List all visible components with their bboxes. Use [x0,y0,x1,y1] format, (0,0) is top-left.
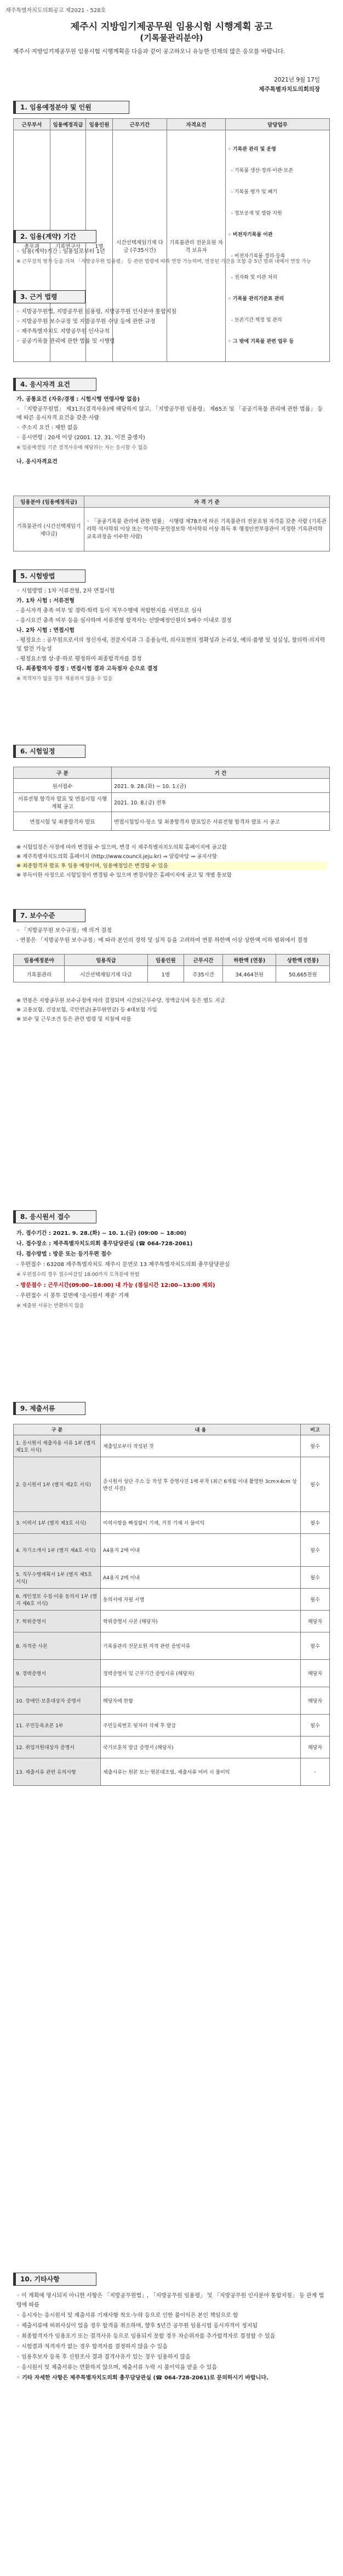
duty-line: ◦ 기록관 관리 및 운영 [228,147,276,152]
table-cell: 2021. 10. 8.(금) 전후 [112,793,330,812]
text-line: ◦ 임용(계약)기간 : 임용일로부터 1년 [16,249,105,255]
duty-line: - 비전자기록물 정리·등록 [228,254,285,259]
table-cell: 주35시간 [184,966,223,982]
duty-line: - 전자화 및 이관 처리 [228,275,277,280]
duty-line: - 정보공개 및 열람 지원 [228,211,282,216]
table-cell: - [301,1758,330,1786]
table-header: 임용인원 [86,119,113,130]
table-header: 임용예정직급 [50,119,86,130]
text-line: 나. 2차 시험 : 면접시험 [16,628,75,634]
table-cell: 5. 직무수행계획서 1부 (별지 제5호 서식) [14,1567,101,1589]
table-cell: 9. 경력증명서 [14,1660,101,1687]
section-4-heading: 4. 응시자격 요건 [13,378,96,391]
table-header: 상한액 (연봉) [276,955,330,966]
table-cell: 서류전형 합격자 발표 및 면접시험 시행계획 공고 [14,793,112,812]
section-8-heading: 8. 응시원서 접수 [13,1210,96,1223]
issuer: 제주특별자치도의회의장 [259,86,320,93]
table-cell: 해당자에 한함 [101,1687,301,1715]
table-row [14,1758,330,1786]
text-line: ◦ 임용후보자 등록 후 신원조사 결과 결격사유가 있는 경우 임용하지 않음 [16,2354,191,2360]
table-row [14,1737,330,1758]
section-10-heading: 10. 기타사항 [13,2273,96,2286]
table-cell: 기록물관리 전문요원 자격 보유자 [167,130,226,362]
table-cell: 해당자 [301,1660,330,1687]
section-9-heading: 9. 제출서류 [13,1402,85,1415]
text-line: ◦ 최종합격자가 임용포기 또는 결격사유 등으로 임용되지 못할 경우 차순위자를 추가합격자로 결정할 수 있음 [16,2333,276,2339]
text-line: ※ 제출된 서류는 반환하지 않음 [16,1303,84,1309]
duty-line: - 보존기간 책정 및 관리 [228,318,282,323]
table-header: 기 간 [112,767,330,779]
table-cell: 필수 [301,1457,330,1512]
section-2-body [16,248,327,267]
table-cell: 7. 학위증명서 [14,1611,101,1632]
section-8-body [16,1229,327,1312]
table-header: 담당업무 [226,119,330,130]
table-row [14,1589,330,1611]
table-cell: 10. 장애인·보훈대상자 증명서 [14,1687,101,1715]
text-line: ◦ 「지방공무원 보수규정」에 의거 결정 [16,928,112,934]
note-line: ※ 연봉은 지방공무원 보수규정에 따라 결정되며 시간외근무수당, 정액급식비 등은 별도 지급 [16,998,225,1004]
duty-line: - 기록물 평가 및 폐기 [228,189,277,195]
table-cell: 2021. 9. 28.(화) ~ 10. 1.(금) [112,779,330,793]
note-line: ※ 고용보험, 건강보험, 국민연금(공무원연금) 등 4대보험 가입 [16,1007,157,1013]
duty-line: ◦ 그 밖에 기록물 관련 업무 등 [228,339,294,344]
table-cell: 12. 취업지원대상자 증명서 [14,1737,101,1758]
table-header: 근무기간 [113,119,167,130]
text-line: ※ 근무실적 평가 등을 거쳐 「지방공무원 임용령」 등 관련 법령에 따라 연장 가능하며, 연장된 기간을 포함 총 5년 범위 내에서 연장 가능 [16,259,311,264]
note-line: ※ 제주특별자치도의회 홈페이지 (http://www.council.jeju.kr) ⇒ 알림마당 ⇒ 공지사항 [16,854,217,860]
table-cell: 면접시험 및 최종합격자 발표 [14,812,112,831]
table-cell: 기록연구사 [50,130,86,362]
table-cell: 기록물관리 [14,966,65,982]
table-cell: 해당자 [301,1737,330,1758]
table-cell: 제출일로부터 작성된 것 [101,1435,301,1457]
text-line: - 방문접수 : 근무시간(09:00~18:00) 내 가능 (점심시간 12:00~13:00 제외) [16,1283,215,1289]
text-line: ◦ 기타 자세한 사항은 제주특별자치도의회 총무담당관실 (☎ 064-728-2061)로 문의하시기 바랍니다. [16,2375,268,2381]
text-line: ◦ 「지방공무원법」 제31조(결격사유)에 해당하지 않고, 「지방공무원 임용령」 제65조 및 「공공기록물 관리에 관한 법률」 등에 따른 응시자격 요건을 갖춘 사람 [16,406,323,421]
section-6-table [13,767,330,831]
table-cell: 필수 [301,1534,330,1567]
table-cell: 필수 [301,1632,330,1660]
table-cell: 필수 [301,1435,330,1457]
table-row [14,1632,330,1660]
table-row [14,1687,330,1715]
duty-line: - 기록물 생산·정리·이관·보존 [228,168,293,174]
subsection-title: 나. 응시자격요건 [16,459,58,465]
section-7-body [16,927,327,946]
table-cell: 면접시험일시·장소 및 최종합격자 발표일은 서류전형 합격자 발표 시 공고 [112,812,330,831]
table-header: 자 격 기 준 [84,496,330,508]
page-title: 제주시 지방임기제공무원 임용시험 시행계획 공고 [70,21,273,32]
section-7-notes [16,997,327,1025]
section-7-heading: 7. 보수수준 [13,909,85,922]
note-line: ※ 부득이한 사정으로 시험일정이 변경될 수 있으며 변경사항은 홈페이지에 공고 및 개별 통보함 [16,872,232,878]
table-cell: 기록물관리 전문요원 자격 관련 증빙서류 [101,1632,301,1660]
table-cell: 해당자 [301,1687,330,1715]
table-cell: 34,464천원 [223,966,276,982]
table-cell: 이력사항을 빠짐없이 기재, 거짓 기재 시 불이익 [101,1512,301,1534]
text-line: - 응시자격 충족 여부 및 경력·학력 등이 직무수행에 적합한지를 서면으로 심사 [16,608,202,614]
table-cell: A4용지 2매 이내 [101,1567,301,1589]
table-cell: A4용지 2매 이내 [101,1534,301,1567]
table-cell: 1명 [86,130,113,362]
text-line: 가. 1차 시험 : 서류전형 [16,598,75,604]
table-cell: 필수 [301,1512,330,1534]
table-row [14,1457,330,1512]
text-line: - 평정요소 : 공무원으로서의 정신자세, 전문지식과 그 응용능력, 의사표현의 정확성과 논리성, 예의·품행 및 성실성, 창의력·의지력 및 발전 가능성 [16,637,325,652]
text-line: ◦ 시험결과 적격자가 없는 경우 합격자를 결정하지 않을 수 있음 [16,2344,168,2350]
note-line: ※ 시험일정은 사정에 따라 변경될 수 있으며, 변경 시 제주특별자치도의회 홈페이지에 공고함 [16,844,227,850]
section-5-body [16,587,327,685]
text-line: 가. 접수기간 : 2021. 9. 28.(화) ~ 10. 1.(금) (09:00 ~ 18:00) [16,1231,187,1237]
table-row [14,1567,330,1589]
table-header: 구 분 [14,1424,101,1435]
text-line: ◦ 응시연령 : 20세 이상 (2001. 12. 31. 이전 출생자) [16,435,145,441]
text-line: ◦ 응시자는 응시원서 및 제출서류 기재사항 착오·누락 등으로 인한 불이익은 본인 책임으로 함 [16,2313,238,2319]
duty-line: ◦ 기록물 관리기준표 관리 [228,296,284,302]
notice-date: 2021년 9월 17일 [274,77,320,83]
subsection-title: 가. 공통요건 (자유/경쟁 : 시험시행 연령사항 없음) [16,396,140,403]
table-row [14,1715,330,1737]
section-6-heading: 6. 시험일정 [13,745,85,758]
section-1-heading: 1. 임용예정분야 및 인원 [13,101,129,114]
text-line: ※ 우편접수의 경우 접수마감일 18:00까지 도착분에 한함 [16,1272,140,1278]
table-header: 임용직급 [65,955,147,966]
note-line: ※ 최종합격자 발표 후 임용 예정이며, 임용예정일은 변경될 수 있음 [16,862,327,870]
text-line: - 연봉은 「지방공무원 보수규정」에 따라 본인의 경력 및 실적 등을 고려하여 연봉 하한액 이상 상한액 이하 범위에서 결정 [16,938,308,944]
table-cell: 학위증명서 사본 (해당자) [101,1611,301,1632]
table-cell: 2. 응시원서 1부 (별지 제2호 서식) [14,1457,101,1512]
text-line: 다. 접수방법 : 방문 또는 등기우편 접수 [16,1251,112,1257]
text-line: ◦ 제출서류에 허위사실이 있을 경우 합격을 취소하며, 향후 5년간 공무원 임용시험 응시자격이 정지됨 [16,2323,258,2329]
section-6-notes [16,843,327,881]
table-header: 임용예정분야 [14,955,65,966]
table-cell: 필수 [301,1567,330,1589]
table-cell: 1. 응시원서 제출자용 서류 1부 (별지 제1호 서식) [14,1435,101,1457]
page-subtitle: (기록물관리분야) [140,33,203,43]
section-10-body [16,2291,327,2384]
table-row [14,1435,330,1457]
section-9-table [13,1424,330,1786]
table-cell: 경력증명서 및 근무기간 증빙서류 (해당자) [101,1660,301,1687]
duty-line: ◦ 비전자기록물 이관 [228,232,273,238]
table-cell: 11. 주민등록초본 1부 [14,1715,101,1737]
intro-text: 제주시 지방임기제공무원 임용시험 시행계획을 다음과 같이 공고하오니 유능한 인재의 많은 응모를 바랍니다. [13,48,285,55]
table-header: 구 분 [14,767,112,779]
text-line: ◦ 시험방법 : 1차 서류전형, 2차 면접시험 [16,588,115,594]
text-line: ◦ 지방공무원법, 지방공무원 임용령, 지방공무원 인사분야 통합지침 [16,309,177,315]
table-cell: 4. 자기소개서 1부 (별지 제4호 서식) [14,1534,101,1567]
section-5-heading: 5. 시험방법 [13,570,85,583]
table-cell: 시간선택제임기제 다급 (주35시간) [113,130,167,362]
section-2-heading: 2. 임용(계약) 기간 [13,230,96,243]
text-line: 다. 최종합격자 결정 : 면접시험 결과 고득점자 순으로 결정 [16,666,158,672]
table-cell: 13. 제출서류 관련 유의사항 [14,1758,101,1786]
section-3-heading: 3. 근거 법령 [13,290,85,303]
table-header: 비고 [301,1424,330,1435]
table-row [14,1611,330,1632]
table-cell: 원서접수 [14,779,112,793]
text-line: ◦ 지방공무원 보수규정 및 지방공무원 수당 등에 관한 규정 [16,319,156,325]
table-cell: 총무과 [14,130,50,362]
text-line: - 우편접수 : 63208 제주특별자치도 제주시 문연로 13 제주특별자치도의회 총무담당관실 [16,1262,230,1268]
table-cell: 시간선택제임기제 다급 [65,966,147,982]
note-line: ※ 보수 및 근무조건 등은 관련 법령 및 지침에 따름 [16,1016,132,1022]
section-7-table [13,954,330,982]
section-3-body [16,308,327,347]
table-header: 하한액 (연봉) [223,955,276,966]
text-line: - 평정요소별 상·중·하로 평정하여 최종합격자를 결정 [16,656,142,662]
text-line: ※ 적격자가 없을 경우 채용하지 않을 수 있음 [16,676,113,682]
table-row [14,1660,330,1687]
table-cell: 필수 [301,1589,330,1611]
text-line: - 응시요건 충족 여부 등을 심사하며 서류전형 합격자는 선발예정인원의 5배수 이내로 결정 [16,618,232,624]
table-cell: 국가보훈처 발급 증명서 (해당자) [101,1737,301,1758]
table-cell: 1명 [147,966,184,982]
text-line: 나. 접수장소 : 제주특별자치도의회 총무담당관실 (☎ 064-728-2061) [16,1241,193,1247]
text-line: ◦ 주소지 요건 : 제한 없음 [16,425,78,431]
table-header: 임용인원 [147,955,184,966]
table-cell: 해당자 [301,1611,330,1632]
text-line: - 우편접수 시 봉투 겉면에 '응시원서 재중' 기재 [16,1293,129,1299]
table-cell: 기록물관리 (시간선택제임기제다급) [14,508,84,551]
table-cell: 응시원서 상단 주소 등 작성 후 증명사진 1매 부착 (최근 6개월 이내 촬영한 3cm×4cm 상반신 사진) [101,1457,301,1512]
section-4-table [13,496,330,551]
table-cell: 50,665천원 [276,966,330,982]
table-header: 내 용 [101,1424,301,1435]
section-4-body [16,395,327,468]
table-cell: 주민등록번호 뒷자리 삭제 후 발급 [101,1715,301,1737]
table-cell: 제출서류는 원본 또는 원본대조필, 제출서류 미비 시 불이익 [101,1758,301,1786]
table-cell: 필수 [301,1715,330,1737]
table-header: 근무부서 [14,119,50,130]
table-row [14,1512,330,1534]
notice-number: 제주특별자치도의회공고 제2021 - 528호 [5,8,106,14]
table-cell: ◦ 「공공기록물 관리에 관한 법률」 시행령 제78조에 따른 기록물관리 전문요원 자격을 갖춘 사람 (기록관리학 석사학위 이상 또는 역사학·문헌정보학 석사학위 이상 취득 후 행정안전부장관이 지정한 기록관리학 교육과정을 이수한 사람) [84,508,330,551]
table-header: 근무시간 [184,955,223,966]
table-cell: 동의서에 자필 서명 [101,1589,301,1611]
table-cell: 3. 이력서 1부 (별지 제3호 서식) [14,1512,101,1534]
text-line: ◦ 제주특별자치도 지방공무원 인사규칙 [16,329,110,335]
table-cell: 8. 자격증 사본 [14,1632,101,1660]
text-line: ◦ 공공기록물 관리에 관한 법률 및 시행령 [16,338,115,344]
table-header: 임용분야 (임용예정직급) [14,496,84,508]
text-line: ※ 임용예정일 기준 결격사유에 해당하는 자는 응시할 수 없음 [16,445,148,451]
table-row [14,1534,330,1567]
text-line: ◦ 이 계획에 명시되지 아니한 사항은 「지방공무원법」, 「지방공무원 임용령」 및 「지방공무원 인사분야 통합지침」 등 관계 법령에 따름 [16,2293,324,2308]
table-header: 자격요건 [167,119,226,130]
table-cell: 6. 개인정보 수집·이용 동의서 1부 (별지 제6호 서식) [14,1589,101,1611]
text-line: ◦ 응시원서 및 제출서류는 반환하지 않으며, 제출서류 누락 시 불이익을 받을 수 있음 [16,2365,218,2371]
